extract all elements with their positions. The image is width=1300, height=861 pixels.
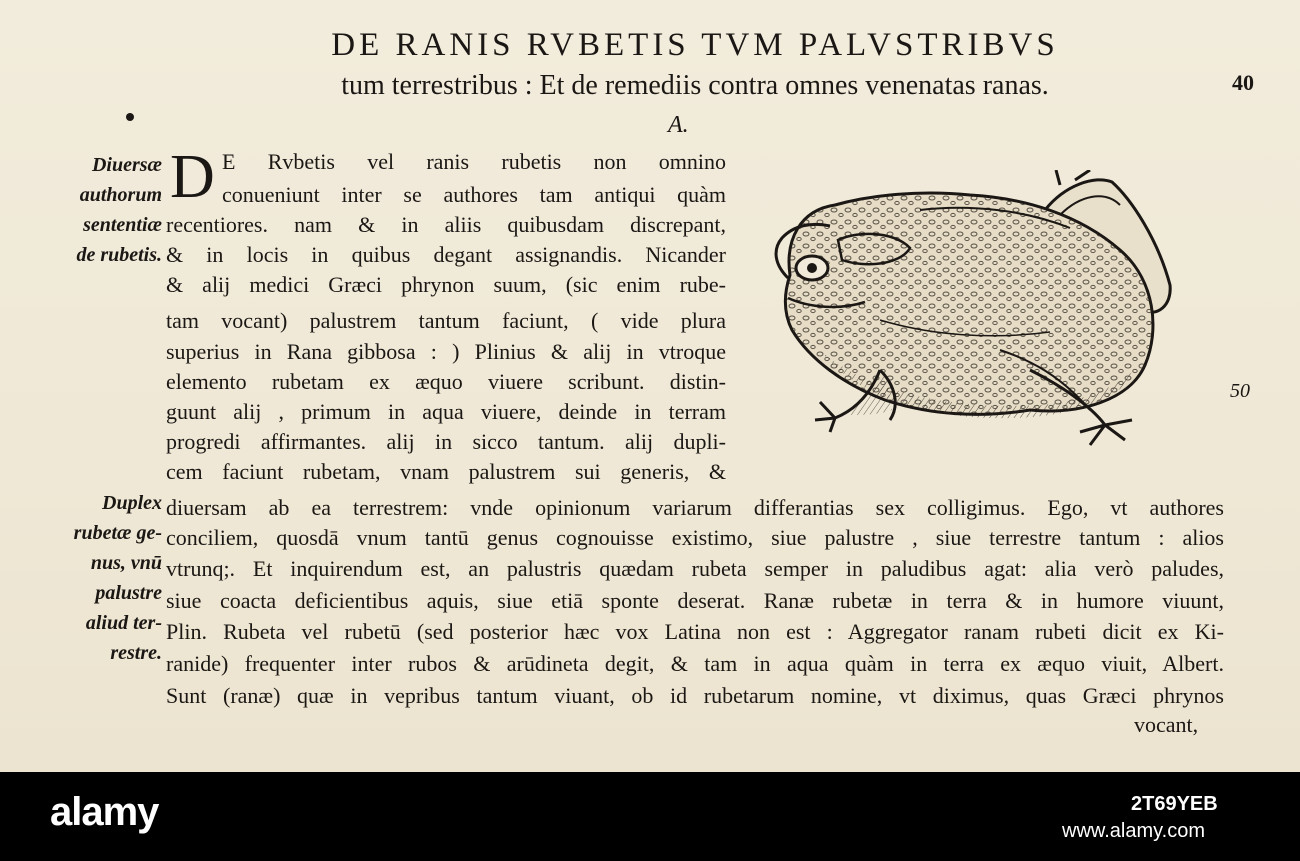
body-line: Sunt (ranæ) quæ in vepribus tantum viuant, ob id rubetarum nomine, vt diximus, quas Græci phrynos — [166, 683, 1224, 708]
body-line: vtrunq;. Et inquirendum est, an palustris quædam rubeta semper in paludibus agat: alia verò paludes, — [166, 556, 1224, 581]
page-title: DE RANIS RVBETIS TVM PALVSTRIBVS — [331, 27, 1059, 63]
body-line: superius in Rana gibbosa : ) Plinius & alij in vtroque — [166, 339, 726, 364]
margin-note-line: aliud ter- — [85, 612, 162, 634]
margin-number: 50 — [1230, 380, 1250, 402]
site-url: www.alamy.com — [1062, 820, 1205, 842]
margin-note-line: de rubetis. — [76, 244, 162, 266]
body-line: siue coacta deficientibus aquis, siue etiā sponte deserat. Ranæ rubetæ in terra & in humore viuunt, — [166, 588, 1224, 613]
body-line: E Rvbetis vel ranis rubetis non omnino — [222, 149, 726, 174]
folio-number: 40 — [1232, 70, 1254, 95]
page-subtitle: tum terrestribus : Et de remediis contra omnes venenatas ranas. — [341, 70, 1049, 101]
body-line: cem faciunt rubetam, vnam palustrem sui generis, & — [166, 459, 726, 484]
body-line: conciliem, quosdā vnum tantū genus cognouisse existimo, siue palustre , siue terrestre tantum : alios — [166, 525, 1224, 550]
image-id: 2T69YEB — [1131, 793, 1218, 815]
body-line: progredi affirmantes. alij in sicco tantum. alij dupli- — [166, 429, 726, 454]
body-line: Plin. Rubeta vel rubetū (sed posterior hæc vox Latina non est : Aggregator ranam rubeti dicit ex Ki- — [166, 619, 1224, 644]
watermark-footer — [0, 772, 1300, 861]
body-line: recentiores. nam & in aliis quibusdam discrepant, — [166, 212, 726, 237]
margin-note-line: sententiæ — [83, 214, 162, 236]
body-line: guunt alij , primum in aqua viuere, deinde in terram — [166, 399, 726, 424]
body-line: tam vocant) palustrem tantum faciunt, ( vide plura — [166, 308, 726, 333]
margin-note-line: Diuersæ — [91, 154, 162, 176]
body-line: diuersam ab ea terrestrem: vnde opinionum variarum differantias sex colligimus. Ego, vt authores — [166, 495, 1224, 520]
toad-woodcut-icon — [760, 170, 1180, 470]
body-last-word: vocant, — [1134, 712, 1199, 737]
drop-cap: D — [170, 143, 215, 211]
margin-note-line: rubetæ ge- — [73, 522, 162, 544]
margin-note-authors — [52, 150, 162, 270]
body-line: ranide) frequenter inter rubos & arūdineta degit, & tam in aqua quàm in terra ex æquo viuit, Albert. — [166, 651, 1224, 676]
margin-note-line: Duplex — [102, 492, 162, 514]
section-letter: A. — [668, 112, 689, 138]
body-line: & in locis in quibus degant assignandis. Nicander — [166, 242, 726, 267]
brand-logo: alamy — [50, 790, 159, 834]
margin-note-duplex — [52, 488, 162, 668]
body-line: elemento rubetam ex æquo viuere scribunt. distin- — [166, 369, 726, 394]
ink-dot — [126, 113, 134, 121]
margin-note-line: palustre — [95, 582, 162, 604]
margin-note-line: nus, vnū — [90, 552, 162, 574]
margin-note-line: authorum — [79, 184, 162, 206]
margin-note-line: restre. — [110, 642, 162, 664]
body-line: conueniunt inter se authores tam antiqui quàm — [222, 182, 726, 207]
body-line: & alij medici Græci phrynon suum, (sic enim rube- — [166, 272, 726, 297]
